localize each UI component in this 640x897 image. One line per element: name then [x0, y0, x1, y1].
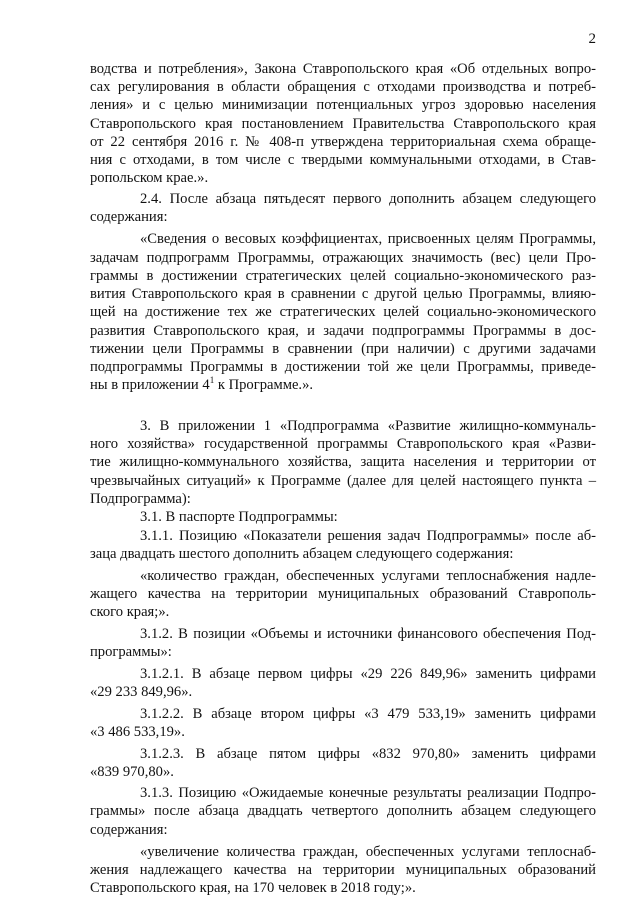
- line-text: Подпрограмма):: [90, 491, 191, 507]
- text-line: [90, 358, 596, 376]
- line-text: 3.1.2.3. В абзаце пятом цифры «832 970,80» заменить цифрами: [140, 746, 596, 762]
- line-text: «увеличение количества граждан, обеспеченных услугами теплоснаб-: [140, 844, 596, 860]
- line-text: ны в приложении 4: [90, 377, 210, 393]
- line-text: «839 970,80».: [90, 764, 174, 780]
- text-line: [90, 267, 596, 285]
- line-text: «29 233 849,96».: [90, 684, 193, 700]
- text-line: [90, 821, 596, 839]
- text-line: [90, 603, 596, 621]
- line-text: развития Ставропольского края, и задачи подпрограммы Программы в дос-: [90, 323, 596, 339]
- line-text: граммы в достижении стратегических целей социально-экономического раз-: [90, 268, 596, 284]
- text-line: [90, 683, 596, 701]
- text-line: [140, 705, 596, 723]
- text-line: [90, 763, 596, 781]
- text-line: [140, 527, 596, 545]
- line-text: чрезвычайных ситуаций» к Программе (далее для целей настоящего пункта –: [90, 473, 596, 489]
- text-line: [90, 585, 596, 603]
- line-text: Ставропольского края, на 170 человек в 2018 году;».: [90, 880, 416, 896]
- line-text: жения надлежащего качества на территории муниципальных образований: [90, 862, 596, 878]
- line-text: программы»:: [90, 644, 172, 660]
- line-text: 3.1.2.2. В абзаце втором цифры «3 479 533,19» заменить цифрами: [140, 706, 596, 722]
- line-text: подпрограммы Программы в достижении той же цели Программы, приведе-: [90, 359, 596, 375]
- line-text: 3.1.3. Позицию «Ожидаемые конечные результаты реализации Подпро-: [140, 785, 596, 801]
- line-text: ного хозяйства» государственной программы Ставропольского края «Разви-: [90, 436, 596, 452]
- text-line: [90, 643, 596, 661]
- line-text: щей на достижение тех же стратегических целей социально-экономического: [90, 304, 596, 320]
- line-text: от 22 сентября 2016 г. № 408-п утверждена территориальная схема обраще-: [90, 134, 596, 150]
- line-text: ления» и с целью минимизации потенциальных угроз здоровью населения: [90, 97, 596, 113]
- text-line: [90, 285, 596, 303]
- text-line: [90, 861, 596, 879]
- line-text: содержания:: [90, 822, 168, 838]
- text-line: [90, 322, 596, 340]
- line-text: тие жилищно-коммунального хозяйства, защита населения и территории от: [90, 454, 596, 470]
- text-line: [90, 208, 596, 226]
- line-text: заца двадцать шестого дополнить абзацем следующего содержания:: [90, 546, 514, 562]
- text-line: [90, 435, 596, 453]
- line-text: 3.1.2. В позиции «Объемы и источники финансового обеспечения Под-: [140, 626, 596, 642]
- text-line: [140, 508, 596, 526]
- superscript: 1: [209, 375, 215, 386]
- text-line: [140, 567, 596, 585]
- text-line: [90, 96, 596, 114]
- text-line: [90, 60, 596, 78]
- text-line: [140, 784, 596, 802]
- line-text: ского края;».: [90, 604, 170, 620]
- line-text: 3.1.2.1. В абзаце первом цифры «29 226 849,96» заменить цифрами: [140, 666, 596, 682]
- text-line: [140, 745, 596, 763]
- line-text: ропольском крае.».: [90, 170, 209, 186]
- text-line: [90, 879, 596, 897]
- line-text: вития Ставропольского края в сравнении с другой целью Программы, влияю-: [90, 286, 596, 302]
- text-line: [90, 490, 596, 508]
- text-line: [90, 545, 596, 563]
- text-line: [140, 230, 596, 248]
- text-line: [90, 453, 596, 471]
- page-number: 2: [588, 31, 596, 47]
- text-line: [90, 802, 596, 820]
- text-line: [90, 133, 596, 151]
- text-line: [140, 190, 596, 208]
- line-text: содержания:: [90, 209, 168, 225]
- text-line: [90, 151, 596, 169]
- text-line: [90, 78, 596, 96]
- line-text: 2.4. После абзаца пятьдесят первого дополнить абзацем следующего: [140, 191, 596, 207]
- text-line: [140, 625, 596, 643]
- text-line: [90, 376, 596, 394]
- line-text: 3.1.1. Позицию «Показатели решения задач Подпрограммы» после аб-: [140, 528, 596, 544]
- text-line: [90, 472, 596, 490]
- line-text: 3.1. В паспорте Подпрограммы:: [140, 509, 338, 525]
- text-line: [90, 169, 596, 187]
- text-line: [140, 417, 596, 435]
- line-text: граммы» после абзаца двадцать четвертого дополнить абзацем следующего: [90, 803, 596, 819]
- line-text: задачам подпрограмм Программы, отражающих значимость (вес) цели Про-: [90, 250, 596, 266]
- line-text: «3 486 533,19».: [90, 724, 185, 740]
- line-text: Ставропольского края постановлением Правительства Ставропольского края: [90, 116, 596, 132]
- text-line: [90, 723, 596, 741]
- line-text: 3. В приложении 1 «Подпрограмма «Развитие жилищно-коммуналь-: [140, 418, 596, 434]
- line-text: ния с отходами, в том числе с твердыми коммунальными отходами, в Став-: [90, 152, 596, 168]
- line-text-tail: к Программе.».: [214, 377, 314, 393]
- text-line: [90, 303, 596, 321]
- text-line: [90, 249, 596, 267]
- text-line: [90, 340, 596, 358]
- line-text: «Сведения о весовых коэффициентах, присвоенных целям Программы,: [140, 231, 596, 247]
- text-line: [140, 665, 596, 683]
- text-line: [140, 843, 596, 861]
- line-text: сах регулирования в области обращения с отходами производства и потреб-: [90, 79, 596, 95]
- line-text: тижении цели Программы в сравнении (при наличии) с другими задачами: [90, 341, 596, 357]
- line-text: водства и потребления», Закона Ставропольского края «Об отдельных вопро-: [90, 61, 596, 77]
- text-line: [90, 115, 596, 133]
- line-text: «количество граждан, обеспеченных услугами теплоснабжения надле-: [140, 568, 596, 584]
- line-text: жащего качества на территории муниципальных образований Ставрополь-: [90, 586, 596, 602]
